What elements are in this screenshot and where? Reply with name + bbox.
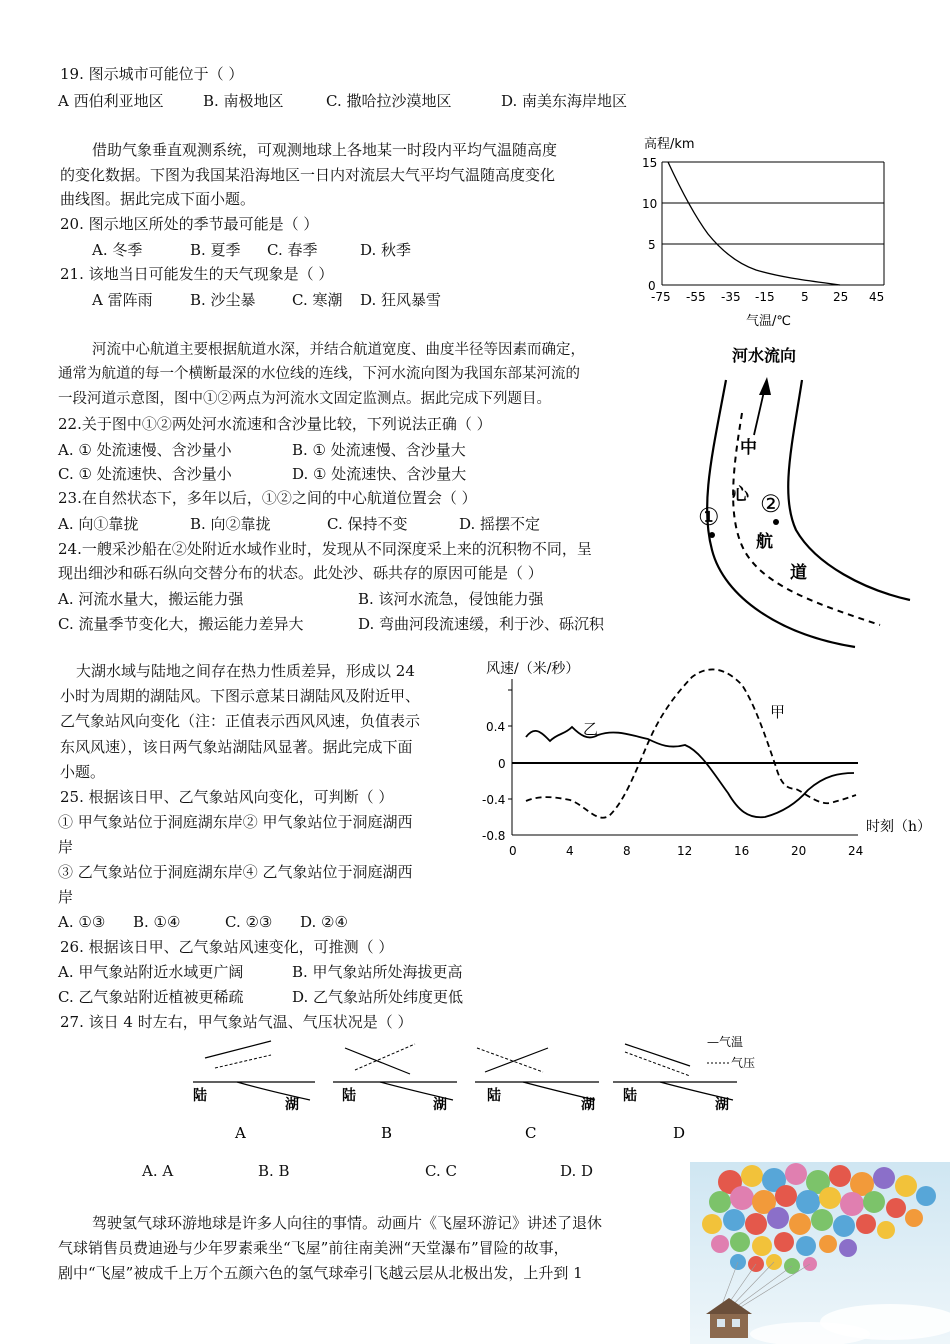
q24-option-d[interactable]: D. 弯曲河段流速缓，利于沙、砾沉积 xyxy=(358,615,605,633)
monitor-point-2 xyxy=(773,519,779,525)
q21-option-c[interactable]: C. 寒潮 xyxy=(292,291,343,309)
passage-balloon-line: 气球销售员费迪逊与少年罗素乘坐“飞屋”前往南美洲“天堂瀑布”冒险的故事， xyxy=(58,1239,569,1257)
passage-lake-line: 小时为周期的湖陆风。下图示意某日湖陆风及附近甲、 xyxy=(60,687,421,705)
legend-temp: —气温 xyxy=(707,1035,744,1049)
q24-option-a[interactable]: A. 河流水量大，搬运能力强 xyxy=(58,590,244,608)
wind-chart-ytick: -0.4 xyxy=(482,793,506,807)
q23-option-b[interactable]: B. 向②靠拢 xyxy=(190,515,271,533)
wind-chart-xtick: 24 xyxy=(848,844,864,858)
wind-chart-xtick: 0 xyxy=(509,844,517,858)
wind-chart-ytick: 0.4 xyxy=(486,720,506,734)
legend-pressure: 气压 xyxy=(731,1056,756,1070)
q23-stem: 23.在自然状态下，多年以后，①②之间的中心航道位置会（ ） xyxy=(58,489,477,507)
temp-chart-xtick: 25 xyxy=(833,290,849,304)
panel-b-label: B xyxy=(381,1124,393,1142)
wind-chart-xtick: 8 xyxy=(623,844,631,858)
channel-label-char: 中 xyxy=(740,438,757,458)
passage-temp-line: 借助气象垂直观测系统，可观测地球上各地某一时段内平均气温随高度 xyxy=(92,141,558,159)
q19-option-b[interactable]: B. 南极地区 xyxy=(203,92,284,110)
series-yi-label: 乙 xyxy=(583,720,599,738)
lake-label: 湖 xyxy=(715,1097,729,1113)
q25-statement: 岸 xyxy=(58,838,74,856)
q25-option-a[interactable]: A. ①③ xyxy=(58,913,106,931)
balloon-house-illustration xyxy=(690,1162,950,1344)
temp-pressure-panels xyxy=(185,1030,785,1145)
river-map xyxy=(690,335,940,655)
q25-option-b[interactable]: B. ①④ xyxy=(133,913,181,931)
temp-line xyxy=(205,1041,271,1058)
wind-chart-xlabel: 时刻（h） xyxy=(866,819,932,835)
q25-statement: ③ 乙气象站位于洞庭湖东岸④ 乙气象站位于洞庭湖西 xyxy=(58,863,413,881)
lake-wind-chart xyxy=(480,655,940,860)
temp-chart-xtick: 45 xyxy=(869,290,885,304)
q26-option-c[interactable]: C. 乙气象站附近植被更稀疏 xyxy=(58,988,244,1006)
q20-option-c[interactable]: C. 春季 xyxy=(267,241,318,259)
temp-height-chart xyxy=(636,130,896,335)
temp-chart-ytick: 5 xyxy=(648,238,656,252)
wind-chart-ytick: -0.8 xyxy=(482,829,506,843)
q23-option-a[interactable]: A. 向①靠拢 xyxy=(58,515,139,533)
monitor-point-2-label: ② xyxy=(760,490,782,518)
passage-lake-line: 小题。 xyxy=(60,763,106,781)
q26-stem: 26. 根据该日甲、乙气象站风速变化，可推测（ ） xyxy=(60,938,394,956)
monitor-point-1 xyxy=(709,532,715,538)
temp-chart-xtick: -75 xyxy=(651,290,671,304)
passage-lake-line: 东风风速），该日两气象站湖陆风显著。据此完成下面 xyxy=(60,738,413,756)
wind-chart-xtick: 16 xyxy=(734,844,750,858)
temp-chart-ytick: 15 xyxy=(642,156,658,170)
passage-temp-line: 的变化数据。下图为我国某沿海地区一日内对流层大气平均气温随高度变化 xyxy=(60,166,556,184)
q23-option-d[interactable]: D. 摇摆不定 xyxy=(459,515,541,533)
q21-option-d[interactable]: D. 狂风暴雪 xyxy=(360,291,442,309)
temp-line xyxy=(345,1048,410,1074)
land-label: 陆 xyxy=(342,1088,356,1104)
wind-chart-xtick: 20 xyxy=(791,844,807,858)
q25-option-c[interactable]: C. ②③ xyxy=(225,913,273,931)
q26-option-b[interactable]: B. 甲气象站所处海拔更高 xyxy=(292,963,463,981)
temp-chart-ylabel: 高程/km xyxy=(644,137,695,152)
q19-option-a[interactable]: A 西伯利亚地区 xyxy=(58,92,164,110)
passage-balloon-line: 驾驶氢气球环游地球是许多人向往的事情。动画片《飞屋环游记》讲述了退休 xyxy=(92,1214,603,1232)
land-label: 陆 xyxy=(623,1088,637,1104)
q22-option-a[interactable]: A. ① 处流速慢、含沙量小 xyxy=(58,441,232,459)
q22-option-c[interactable]: C. ① 处流速快、含沙量小 xyxy=(58,465,232,483)
q23-option-c[interactable]: C. 保持不变 xyxy=(327,515,408,533)
passage-river-line: 通常为航道的每一个横断最深的水位线的连线，下河水流向图为我国东部某河流的 xyxy=(58,366,580,382)
passage-lake-line: 大湖水域与陆地之间存在热力性质差异，形成以 24 xyxy=(76,662,415,680)
channel-label-char: 道 xyxy=(790,563,807,583)
q26-option-a[interactable]: A. 甲气象站附近水域更广阔 xyxy=(58,963,244,981)
q27-stem: 27. 该日 4 时左右，甲气象站气温、气压状况是（ ） xyxy=(60,1013,413,1031)
temp-chart-xlabel: 气温/℃ xyxy=(746,314,791,329)
q25-statement: 岸 xyxy=(58,888,74,906)
temp-chart-ytick: 0 xyxy=(648,279,656,293)
q24-option-c[interactable]: C. 流量季节变化大，搬运能力差异大 xyxy=(58,615,304,633)
passage-temp-line: 曲线图。据此完成下面小题。 xyxy=(60,190,256,208)
panel-b[interactable] xyxy=(333,1044,457,1142)
q24-option-b[interactable]: B. 该河水流急，侵蚀能力强 xyxy=(358,590,544,608)
q20-option-b[interactable]: B. 夏季 xyxy=(190,241,241,259)
land-label: 陆 xyxy=(487,1088,501,1104)
river-flow-title: 河水流向 xyxy=(732,346,797,365)
panel-d-label: D xyxy=(673,1124,686,1142)
panel-d[interactable] xyxy=(613,1044,737,1142)
temp-line xyxy=(485,1048,548,1072)
series-jia-label: 甲 xyxy=(770,703,786,721)
temp-chart-ytick: 10 xyxy=(642,197,658,211)
passage-river-line: 河流中心航道主要根据航道水深，并结合航道宽度、曲度半径等因素而确定， xyxy=(92,342,585,358)
panel-c[interactable] xyxy=(475,1048,599,1142)
lake-label: 湖 xyxy=(581,1097,595,1113)
panel-c-label: C xyxy=(525,1124,537,1142)
monitor-point-1-label: ① xyxy=(698,503,720,531)
q19-option-d[interactable]: D. 南美东海岸地区 xyxy=(501,92,628,110)
q25-statement: ① 甲气象站位于洞庭湖东岸② 甲气象站位于洞庭湖西 xyxy=(58,813,413,831)
pressure-line xyxy=(215,1055,271,1068)
wind-chart-xtick: 12 xyxy=(677,844,693,858)
temp-chart-xtick: -15 xyxy=(755,290,775,304)
q24-stem-line: 现出细沙和砾石纵向交替分布的状态。此处沙、砾共存的原因可能是（ ） xyxy=(58,564,543,582)
q25-option-d[interactable]: D. ②④ xyxy=(300,913,348,931)
q27-option-a[interactable]: A. A xyxy=(142,1162,174,1180)
passage-lake-line: 乙气象站风向变化（注：正值表示西风风速，负值表示 xyxy=(60,712,421,730)
panel-a[interactable] xyxy=(193,1041,315,1142)
q27-option-c[interactable]: C. C xyxy=(425,1162,457,1180)
wind-chart-xtick: 4 xyxy=(566,844,574,858)
temp-chart-xtick: 5 xyxy=(801,290,809,304)
channel-label-char: 航 xyxy=(756,532,773,552)
q27-option-d[interactable]: D. D xyxy=(560,1162,594,1180)
pressure-line xyxy=(355,1044,415,1070)
q27-option-b[interactable]: B. B xyxy=(258,1162,290,1180)
q20-option-d[interactable]: D. 秋季 xyxy=(360,241,412,259)
land-label: 陆 xyxy=(193,1088,207,1104)
q25-stem: 25. 根据该日甲、乙气象站风向变化，可判断（ ） xyxy=(60,788,394,806)
lake-label: 湖 xyxy=(285,1097,299,1113)
passage-balloon-line: 剧中“飞屋”被成千上万个五颜六色的氢气球牵引飞越云层从北极出发，上升到 1 xyxy=(58,1264,583,1282)
q26-option-d[interactable]: D. 乙气象站所处纬度更低 xyxy=(292,988,464,1006)
q22-option-b[interactable]: B. ① 处流速慢、含沙量大 xyxy=(292,441,466,459)
wind-chart-ylabel: 风速/（米/秒） xyxy=(486,661,580,677)
passage-river-line: 一段河道示意图，图中①②两点为河流水文固定监测点。据此完成下列题目。 xyxy=(58,391,551,407)
channel-label-char: 心 xyxy=(732,485,749,505)
q19-option-c[interactable]: C. 撒哈拉沙漠地区 xyxy=(326,92,452,110)
temp-chart-xtick: -55 xyxy=(686,290,706,304)
flow-arrow-icon xyxy=(759,377,771,395)
temp-profile-curve xyxy=(668,162,840,285)
pressure-line xyxy=(477,1048,543,1072)
series-yi-line xyxy=(526,727,854,817)
q20-stem: 20. 图示地区所处的季节最可能是（ ） xyxy=(60,215,319,233)
q21-option-a[interactable]: A 雷阵雨 xyxy=(92,291,153,309)
q21-stem: 21. 该地当日可能发生的天气现象是（ ） xyxy=(60,265,334,283)
q20-option-a[interactable]: A. 冬季 xyxy=(92,241,143,259)
q19-stem: 19. 图示城市可能位于（ ） xyxy=(60,65,244,83)
series-jia-line xyxy=(526,669,856,817)
lake-label: 湖 xyxy=(433,1097,447,1113)
q24-stem-line: 24.一艘采沙船在②处附近水域作业时，发现从不同深度采上来的沉积物不同，呈 xyxy=(58,540,592,558)
temp-line xyxy=(625,1044,690,1066)
panel-a-label: A xyxy=(235,1124,246,1142)
lake-bed xyxy=(237,1082,310,1100)
wind-chart-ytick: 0 xyxy=(498,757,506,771)
q22-stem: 22.关于图中①②两处河水流速和含沙量比较，下列说法正确（ ） xyxy=(58,415,492,433)
q22-option-d[interactable]: D. ① 处流速快、含沙量大 xyxy=(292,465,467,483)
q21-option-b[interactable]: B. 沙尘暴 xyxy=(190,291,256,309)
temp-chart-xtick: -35 xyxy=(721,290,741,304)
